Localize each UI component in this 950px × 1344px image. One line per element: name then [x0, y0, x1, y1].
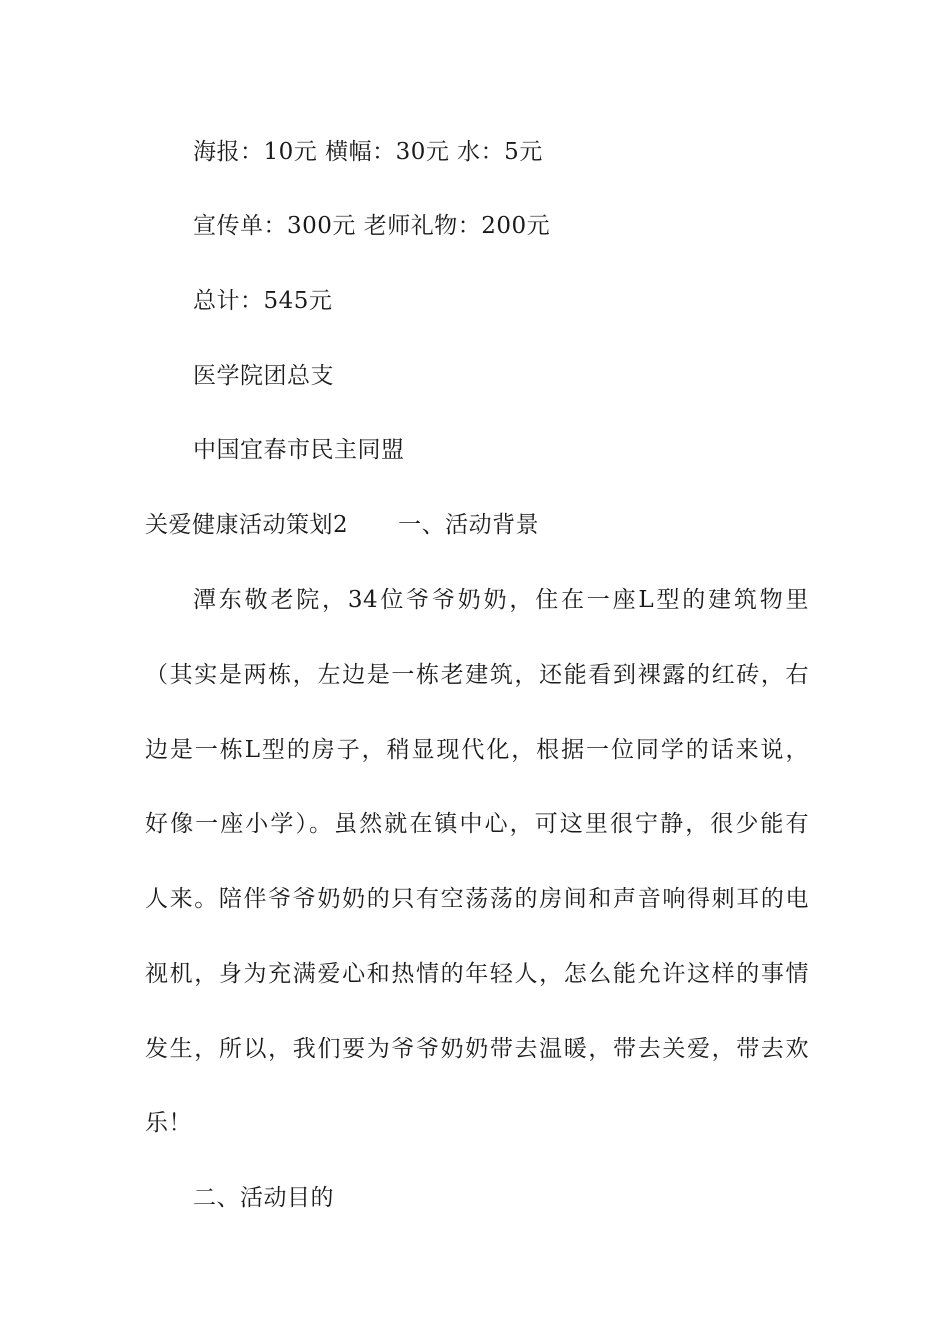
- signature-org-1: 医学院团总支: [193, 363, 334, 389]
- section-1-heading: 一、活动背景: [398, 512, 540, 538]
- paragraph-line: 人来。陪伴爷爷奶奶的只有空荡荡的房间和声音响得刺耳的电: [145, 886, 809, 912]
- paragraph-line: 发生，所以，我们要为爷爷奶奶带去温暖，带去关爱，带去欢: [145, 1036, 809, 1062]
- budget-line-1: 海报：10元 横幅：30元 水：5元: [193, 139, 543, 165]
- budget-total: 总计：545元: [193, 288, 333, 314]
- section-title-row: [145, 510, 539, 540]
- paragraph-line: 潭东敬老院，34位爷爷奶奶，住在一座L型的建筑物里: [193, 587, 809, 613]
- paragraph-line: 好像一座小学）。虽然就在镇中心，可这里很宁静，很少能有: [145, 811, 809, 837]
- section-2-heading: 二、活动目的: [193, 1185, 334, 1211]
- budget-line-2: 宣传单：300元 老师礼物：200元: [193, 213, 551, 239]
- paragraph-line: 边是一栋L型的房子，稍显现代化，根据一位同学的话来说，: [145, 737, 809, 763]
- paragraph-line: （其实是两栋，左边是一栋老建筑，还能看到裸露的红砖，右: [145, 662, 809, 688]
- signature-org-2: 中国宜春市民主同盟: [193, 437, 405, 463]
- paragraph-line: 乐！: [145, 1110, 192, 1136]
- section-title: 关爱健康活动策划2: [145, 512, 349, 538]
- paragraph-line: 视机，身为充满爱心和热情的年轻人，怎么能允许这样的事情: [145, 961, 809, 987]
